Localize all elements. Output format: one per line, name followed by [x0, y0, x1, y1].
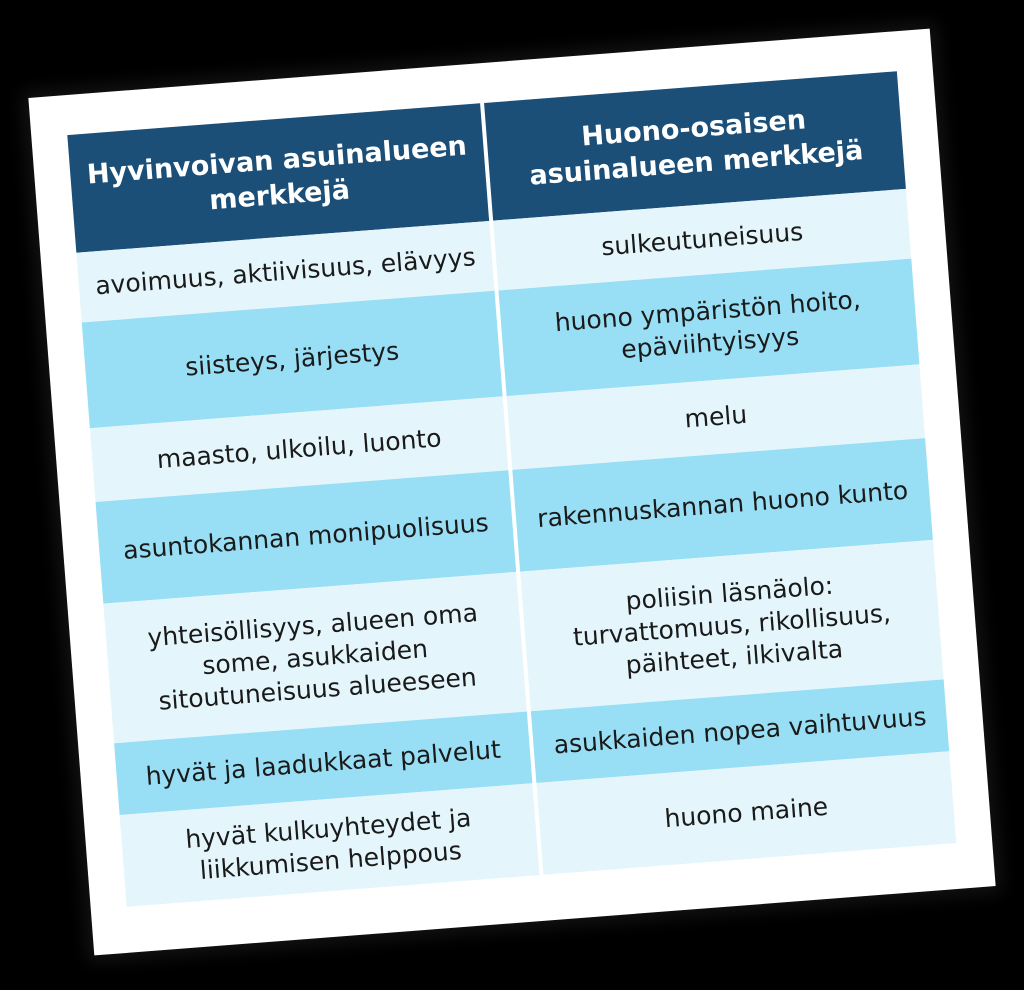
table-cell: avoimuus, aktiivisuus, elävyys	[76, 221, 494, 323]
column-disadvantaged	[484, 71, 956, 874]
header-wellbeing: Hyvinvoivan asuinalueen merkkejä	[67, 103, 489, 252]
table-cell: hyvät ja laadukkaat palvelut	[114, 712, 532, 816]
header-disadvantaged: Huono-osaisen asuinalueen merkkejä	[484, 71, 906, 220]
table-cell: yhteisöllisyys, alueen oma some, asukkaiden sitoutuneisuus alueeseen	[103, 572, 527, 743]
table-cell: poliisin läsnäolo: turvattomuus, rikollisuus, päihteet, ilkivalta	[520, 540, 944, 711]
table-cell: hyvät kulkuyhteydet ja liikkumisen helppous	[120, 783, 540, 906]
table-card	[28, 29, 995, 956]
table-cell: sulkeutuneisuus	[493, 189, 911, 291]
column-wellbeing	[67, 103, 539, 906]
table-cell: siisteys, järjestys	[82, 291, 503, 428]
table-cell: asukkaiden nopea vaihtuvuus	[531, 679, 949, 783]
table-cell: huono ympäristön hoito, epäviihtyisyys	[498, 259, 919, 396]
table-cell: huono maine	[536, 751, 956, 874]
table-cell: maasto, ulkoilu, luonto	[90, 396, 508, 502]
table-cell: asuntokannan monipuolisuus	[96, 470, 517, 603]
comparison-table	[67, 71, 928, 886]
table-cell: melu	[507, 364, 925, 470]
table-cell: rakennuskannan huono kunto	[512, 438, 933, 571]
